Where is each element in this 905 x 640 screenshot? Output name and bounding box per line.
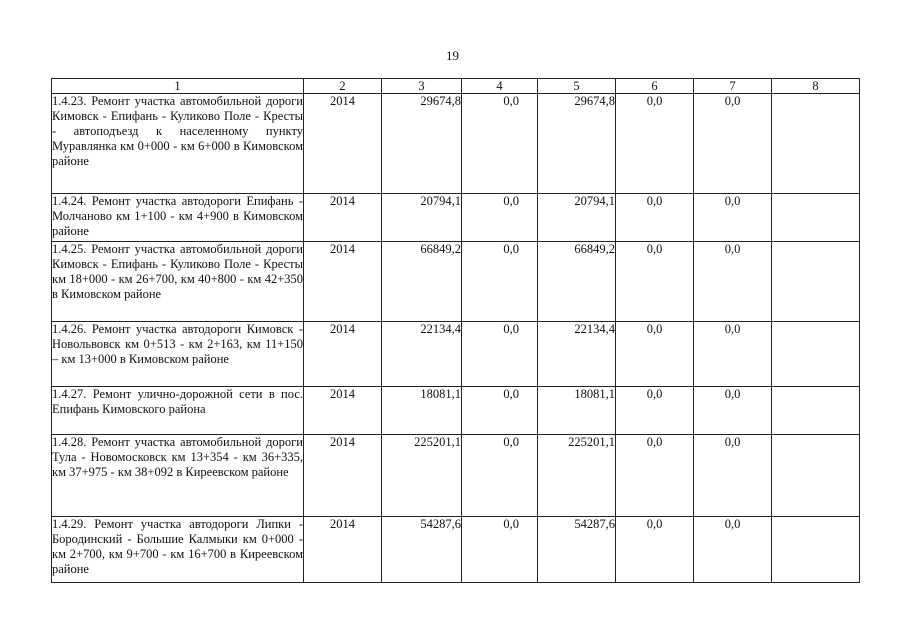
row-col4-value: 0,0 <box>462 517 538 583</box>
row-col4-value: 0,0 <box>462 94 538 194</box>
table-row <box>52 242 860 322</box>
row-col6-value: 0,0 <box>616 242 694 322</box>
row-description: 1.4.23. Ремонт участка автомобильной дороги Кимовск - Епифань - Куликово Поле - Кресты - автоподъезд к населенному пункту Муравлянка км 0+000 - км 6+000 в Кимовском районе <box>52 94 304 194</box>
row-year: 2014 <box>304 242 382 322</box>
table-row <box>52 387 860 435</box>
header-row <box>52 79 860 94</box>
row-col6-value: 0,0 <box>616 322 694 387</box>
row-col7-value: 0,0 <box>694 322 772 387</box>
table-row <box>52 517 860 583</box>
row-col8-value <box>772 194 860 242</box>
row-total: 225201,1 <box>382 435 462 517</box>
row-year: 2014 <box>304 387 382 435</box>
row-col4-value: 0,0 <box>462 194 538 242</box>
row-col7-value: 0,0 <box>694 517 772 583</box>
row-col6-value: 0,0 <box>616 194 694 242</box>
column-header-6: 6 <box>616 79 694 94</box>
row-col8-value <box>772 322 860 387</box>
row-col5-value: 225201,1 <box>538 435 616 517</box>
table-row <box>52 194 860 242</box>
row-col4-value: 0,0 <box>462 387 538 435</box>
row-col4-value: 0,0 <box>462 242 538 322</box>
table-row <box>52 322 860 387</box>
row-col5-value: 20794,1 <box>538 194 616 242</box>
row-col6-value: 0,0 <box>616 387 694 435</box>
row-col5-value: 66849,2 <box>538 242 616 322</box>
row-description: 1.4.29. Ремонт участка автодороги Липки - Бородинский - Большие Калмыки км 0+000 - км 2+700, км 9+700 - км 16+700 в Киреевском районе <box>52 517 304 583</box>
budget-table <box>51 78 860 583</box>
row-col6-value: 0,0 <box>616 435 694 517</box>
row-year: 2014 <box>304 322 382 387</box>
row-total: 20794,1 <box>382 194 462 242</box>
page-number: 19 <box>446 48 459 63</box>
column-header-2: 2 <box>304 79 382 94</box>
column-header-4: 4 <box>462 79 538 94</box>
row-col5-value: 18081,1 <box>538 387 616 435</box>
row-col8-value <box>772 242 860 322</box>
row-col8-value <box>772 517 860 583</box>
row-col7-value: 0,0 <box>694 387 772 435</box>
row-col8-value <box>772 387 860 435</box>
row-year: 2014 <box>304 517 382 583</box>
row-col5-value: 54287,6 <box>538 517 616 583</box>
row-col4-value: 0,0 <box>462 322 538 387</box>
row-description: 1.4.25. Ремонт участка автомобильной дороги Кимовск - Епифань - Куликово Поле - Кресты км 18+000 - км 26+700, км 40+800 - км 42+350 в Кимовском районе <box>52 242 304 322</box>
row-year: 2014 <box>304 435 382 517</box>
row-col5-value: 29674,8 <box>538 94 616 194</box>
row-col6-value: 0,0 <box>616 94 694 194</box>
row-col8-value <box>772 435 860 517</box>
row-total: 66849,2 <box>382 242 462 322</box>
table-row <box>52 435 860 517</box>
row-total: 54287,6 <box>382 517 462 583</box>
row-col7-value: 0,0 <box>694 435 772 517</box>
row-col4-value: 0,0 <box>462 435 538 517</box>
row-description: 1.4.24. Ремонт участка автодороги Епифань - Молчаново км 1+100 - км 4+900 в Кимовском районе <box>52 194 304 242</box>
row-total: 18081,1 <box>382 387 462 435</box>
row-col7-value: 0,0 <box>694 194 772 242</box>
column-header-8: 8 <box>772 79 860 94</box>
row-total: 29674,8 <box>382 94 462 194</box>
row-year: 2014 <box>304 194 382 242</box>
column-header-7: 7 <box>694 79 772 94</box>
row-total: 22134,4 <box>382 322 462 387</box>
row-col5-value: 22134,4 <box>538 322 616 387</box>
row-year: 2014 <box>304 94 382 194</box>
column-header-5: 5 <box>538 79 616 94</box>
table-row <box>52 94 860 194</box>
row-col7-value: 0,0 <box>694 94 772 194</box>
row-description: 1.4.26. Ремонт участка автодороги Кимовск - Новольвовск км 0+513 - км 2+163, км 11+150 – км 13+000 в Кимовском районе <box>52 322 304 387</box>
row-col6-value: 0,0 <box>616 517 694 583</box>
row-col8-value <box>772 94 860 194</box>
row-col7-value: 0,0 <box>694 242 772 322</box>
row-description: 1.4.28. Ремонт участка автомобильной дороги Тула - Новомосковск км 13+354 - км 36+335, км 37+975 - км 38+092 в Киреевском районе <box>52 435 304 517</box>
column-header-3: 3 <box>382 79 462 94</box>
row-description: 1.4.27. Ремонт улично-дорожной сети в пос. Епифань Кимовского района <box>52 387 304 435</box>
column-header-1: 1 <box>52 79 304 94</box>
